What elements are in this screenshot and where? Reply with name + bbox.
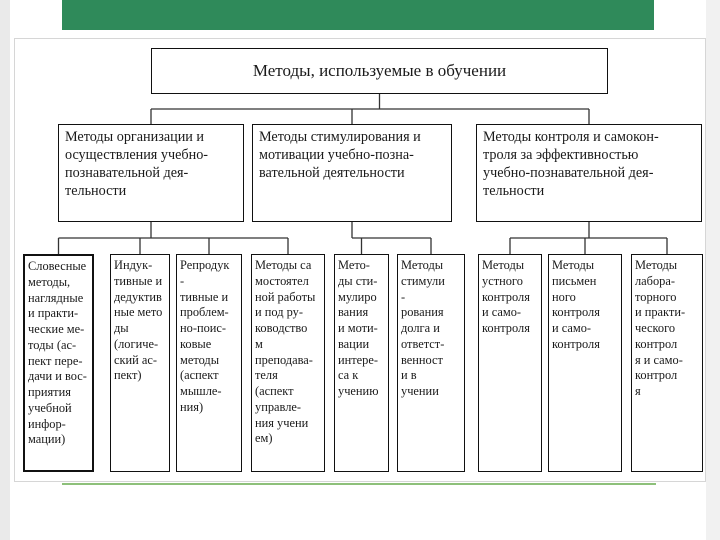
- leaf-text-line: ния учени: [255, 415, 309, 430]
- leaf-text-line: и под ру-: [255, 305, 303, 320]
- leaf-text-line: дачи и вос-: [28, 369, 87, 384]
- leaf-text-line: тивные и: [114, 273, 163, 288]
- leaf-text-line: ответст-: [401, 336, 445, 351]
- leaf-text-line: теля: [255, 368, 278, 383]
- leaf-node-verbal-visual-practical: [23, 254, 94, 472]
- leaf-text-line: ды сти-: [338, 273, 378, 288]
- root-node-label: Методы, используемые в обучении: [252, 60, 507, 80]
- leaf-node-duty-stimulation: [397, 254, 465, 472]
- leaf-text-line: торного: [635, 289, 677, 304]
- leaf-node-oral-control: [478, 254, 542, 472]
- category-text-line: познавательной дея-: [65, 165, 189, 182]
- leaf-text-line: ский ас-: [114, 352, 158, 367]
- leaf-text-line: мышле-: [180, 384, 222, 398]
- leaf-text-line: Индук-: [114, 258, 153, 272]
- leaf-text-line: ковые: [180, 336, 212, 351]
- leaf-text-line: приятия: [28, 385, 71, 399]
- leaf-text-line: венност: [401, 352, 443, 367]
- leaf-text-line: и в: [401, 368, 417, 383]
- leaf-text-line: и само-: [552, 321, 592, 335]
- leaf-text-line: управле-: [255, 399, 302, 414]
- leaf-text-line: Методы: [482, 258, 525, 272]
- leaf-text-line: методы,: [28, 274, 71, 289]
- leaf-text-line: ководство: [255, 321, 308, 335]
- leaf-text-line: и моти-: [338, 321, 378, 335]
- leaf-text-line: (логиче-: [114, 336, 159, 351]
- leaf-text-line: ные мето: [114, 305, 163, 320]
- leaf-node-written-control: [548, 254, 622, 472]
- leaf-text-line: тивные и: [180, 289, 229, 304]
- leaf-text-line: Методы: [401, 258, 444, 272]
- leaf-text-line: вания: [338, 305, 369, 320]
- leaf-text-line: Репродук: [180, 258, 230, 272]
- leaf-text-line: мостоятел: [255, 273, 309, 288]
- leaf-text-line: Словесные: [28, 259, 87, 273]
- leaf-text-line: учебной: [28, 400, 72, 415]
- leaf-text-line: наглядные: [28, 290, 84, 305]
- leaf-text-line: рования: [401, 305, 444, 320]
- leaf-text-line: мации): [28, 432, 66, 447]
- leaf-text-line: но-поис-: [180, 321, 227, 335]
- category-text-line: Методы организации и: [65, 129, 205, 145]
- leaf-node-independent-work: [251, 254, 325, 472]
- leaf-text-line: ного: [552, 289, 576, 304]
- leaf-text-line: ния): [180, 399, 204, 414]
- category-node-organization: [58, 124, 244, 222]
- leaf-node-lab-practical-control: [631, 254, 703, 472]
- leaf-text-line: письмен: [552, 273, 597, 288]
- leaf-text-line: пект): [114, 368, 142, 383]
- leaf-text-line: ем): [255, 431, 273, 446]
- category-text-line: тельности: [483, 183, 545, 200]
- leaf-text-line: проблем-: [180, 305, 229, 320]
- leaf-text-line: вации: [338, 336, 370, 351]
- leaf-text-line: м: [255, 336, 263, 351]
- leaf-text-line: ческие ме-: [28, 322, 85, 336]
- leaf-text-line: устного: [482, 273, 523, 288]
- leaf-text-line: ды: [114, 321, 129, 335]
- leaf-text-line: са к: [338, 368, 359, 383]
- leaf-text-line: тоды (ас-: [28, 337, 77, 352]
- leaf-node-inductive-deductive: [110, 254, 170, 472]
- leaf-text-line: учении: [401, 384, 439, 398]
- leaf-text-line: и практи-: [28, 306, 79, 321]
- category-node-control: [476, 124, 702, 222]
- leaf-text-line: контрол: [635, 368, 678, 383]
- category-text-line: троля за эффективностью: [483, 147, 639, 164]
- leaf-text-line: контроля: [552, 305, 600, 320]
- leaf-text-line: учению: [338, 384, 379, 398]
- leaf-text-line: стимули: [401, 273, 445, 288]
- category-text-line: тельности: [65, 183, 127, 200]
- category-text-line: Методы стимулирования и: [259, 129, 421, 145]
- leaf-text-line: мулиро: [338, 289, 377, 304]
- slide-right-edge: [706, 0, 720, 540]
- leaf-text-line: Методы са: [255, 258, 312, 272]
- bottom-accent-line: [62, 483, 656, 485]
- leaf-text-line: долга и: [401, 321, 440, 335]
- leaf-text-line: контроля: [482, 321, 530, 335]
- leaf-text-line: Методы: [635, 258, 678, 272]
- leaf-text-line: контроля: [482, 289, 530, 304]
- category-text-line: вательной деятельности: [259, 165, 405, 182]
- top-banner: [62, 0, 654, 30]
- leaf-text-line: и само-: [482, 305, 522, 320]
- leaf-text-line: дедуктив: [114, 289, 162, 304]
- leaf-text-line: лабора-: [635, 273, 676, 288]
- leaf-text-line: я: [635, 384, 641, 398]
- leaf-node-interest-stimulation: [334, 254, 389, 472]
- leaf-text-line: пект пере-: [28, 353, 83, 368]
- leaf-text-line: преподава-: [255, 352, 313, 367]
- leaf-text-line: -: [401, 289, 406, 304]
- leaf-text-line: (аспект: [180, 368, 219, 383]
- slide-left-edge: [0, 0, 10, 540]
- leaf-text-line: я и само-: [635, 352, 683, 367]
- leaf-text-line: -: [180, 273, 185, 288]
- leaf-node-reproductive-problem: [176, 254, 242, 472]
- leaf-text-line: ческого: [635, 321, 676, 335]
- root-node: [151, 48, 608, 94]
- category-text-line: мотивации учебно-позна-: [259, 147, 414, 164]
- leaf-text-line: Мето-: [338, 258, 370, 272]
- leaf-text-line: контроля: [552, 336, 600, 351]
- leaf-text-line: ной работы: [255, 289, 316, 304]
- category-text-line: осуществления учебно-: [65, 147, 209, 164]
- leaf-text-line: Методы: [552, 258, 595, 272]
- leaf-text-line: интере-: [338, 352, 378, 367]
- leaf-text-line: инфор-: [28, 416, 66, 431]
- leaf-text-line: контрол: [635, 336, 678, 351]
- leaf-text-line: (аспект: [255, 384, 294, 398]
- leaf-text-line: и практи-: [635, 305, 686, 320]
- leaf-text-line: методы: [180, 352, 220, 367]
- category-text-line: учебно-познавательной дея-: [483, 165, 654, 182]
- category-text-line: Методы контроля и самокон-: [483, 129, 659, 145]
- category-node-stimulation: [252, 124, 452, 222]
